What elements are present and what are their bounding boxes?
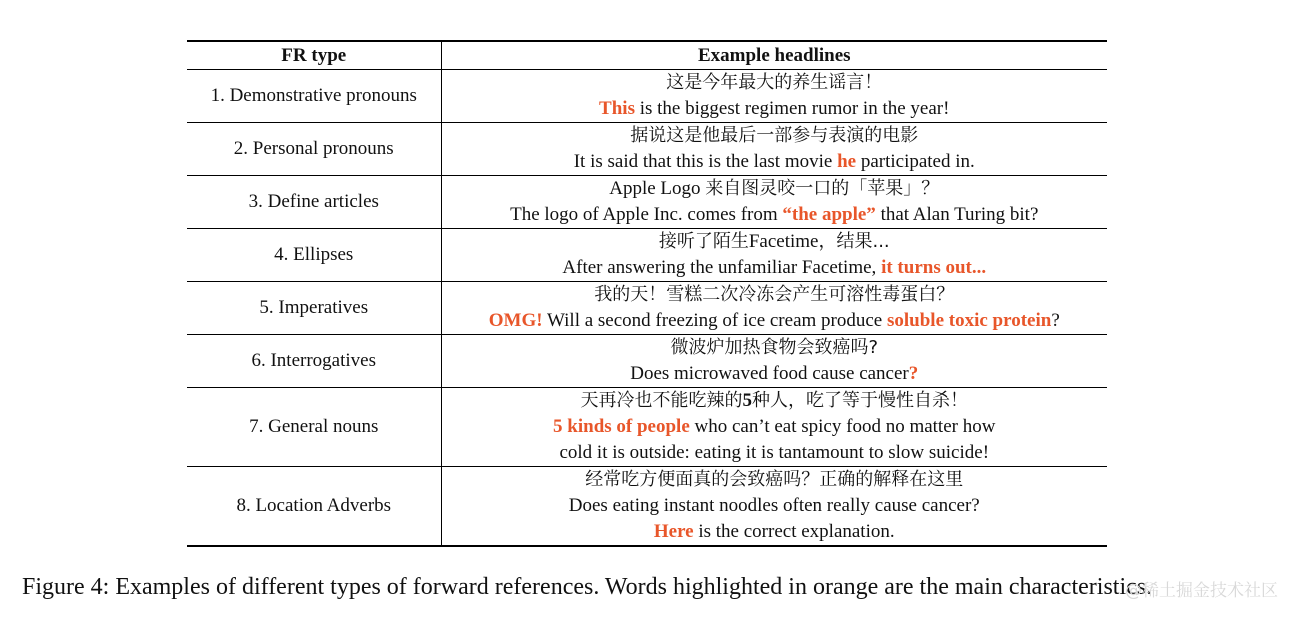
headline-line: [442, 202, 1108, 228]
table-body: [187, 70, 1107, 547]
example-headline-cell: [441, 229, 1107, 282]
headline-line: [442, 414, 1108, 440]
table-row: [187, 282, 1107, 335]
fr-type-cell: 1. Demonstrative pronouns: [187, 70, 441, 123]
headline-text: is the biggest regimen rumor in the year!: [634, 98, 950, 119]
highlighted-text: he: [837, 151, 857, 172]
example-headline-cell: [441, 123, 1107, 176]
headline-line: [442, 361, 1108, 387]
table-row: [187, 229, 1107, 282]
forward-reference-table: [187, 40, 1107, 547]
headline-line: [442, 282, 1108, 308]
headline-text: 接听了陌生: [658, 231, 749, 252]
table-row: [187, 335, 1107, 388]
table-header-row: [187, 41, 1107, 70]
headline-text: 天再冷也不能吃辣的: [580, 390, 743, 411]
headline-line: [442, 440, 1108, 466]
headline-text: participated in.: [856, 151, 975, 172]
headline-text: 这是今年最大的养生谣言！: [666, 72, 883, 93]
headline-text: ，结果...: [818, 231, 890, 252]
headline-line: [442, 335, 1108, 361]
headline-text: 我的天！雪糕二次冷冻会产生可溶性毒蛋白？: [594, 284, 955, 305]
example-headline-cell: [441, 388, 1107, 467]
table-row: [187, 388, 1107, 467]
example-headline-cell: [441, 335, 1107, 388]
headline-line: [442, 149, 1108, 175]
headline-text: Apple Logo: [609, 178, 706, 199]
highlighted-text: OMG!: [488, 310, 543, 331]
highlighted-text: Here: [653, 521, 694, 542]
example-headline-cell: [441, 282, 1107, 335]
fr-type-cell: 3. Define articles: [187, 176, 441, 229]
headline-text: 来自图灵咬一口的「苹果」？: [705, 178, 940, 199]
headline-line: [442, 70, 1108, 96]
headline-line: [442, 96, 1108, 122]
table-row: [187, 70, 1107, 123]
watermark: @稀土掘金技术社区: [1125, 581, 1278, 601]
example-headline-cell: [441, 70, 1107, 123]
headline-line: [442, 388, 1108, 414]
figure-caption: Figure 4: Examples of different types of forward references. Words highlighted in orange are the main characteristics.: [22, 574, 1153, 600]
headline-text: ?: [1051, 310, 1060, 331]
table-row: [187, 467, 1107, 547]
headline-text: 据说这是他最后一部参与表演的电影: [630, 125, 919, 146]
fr-type-cell: 8. Location Adverbs: [187, 467, 441, 547]
headline-text: 种人，吃了等于慢性自杀！: [752, 390, 968, 411]
table-row: [187, 176, 1107, 229]
highlighted-text: 5 kinds of people: [553, 416, 690, 437]
headline-line: [442, 467, 1108, 493]
headline-text: that Alan Turing bit?: [875, 204, 1039, 225]
headline-text: 5: [742, 390, 752, 411]
headline-line: [442, 229, 1108, 255]
fr-type-cell: 4. Ellipses: [187, 229, 441, 282]
headline-text: cold it is outside: eating it is tantamount to slow suicide!: [559, 442, 990, 463]
headline-text: who can’t eat spicy food no matter how: [689, 416, 996, 437]
headline-line: [442, 519, 1108, 545]
headline-text: Facetime: [748, 231, 819, 252]
header-fr-type: FR type: [187, 41, 441, 70]
headline-line: [442, 493, 1108, 519]
headline-text: It is said that this is the last movie: [573, 151, 838, 172]
fr-type-cell: 2. Personal pronouns: [187, 123, 441, 176]
table-row: [187, 123, 1107, 176]
example-headline-cell: [441, 467, 1107, 547]
highlighted-text: it turns out...: [881, 257, 987, 278]
highlighted-text: ?: [908, 363, 919, 384]
highlighted-text: This: [599, 98, 635, 119]
headline-text: Does eating instant noodles often really cause cancer?: [568, 495, 980, 516]
fr-type-cell: 5. Imperatives: [187, 282, 441, 335]
headline-text: The logo of Apple Inc. comes from: [510, 204, 783, 225]
headline-line: [442, 308, 1108, 334]
headline-text: Does microwaved food cause cancer: [630, 363, 909, 384]
example-headline-cell: [441, 176, 1107, 229]
headline-line: [442, 255, 1108, 281]
header-example-headlines: Example headlines: [697, 44, 851, 66]
highlighted-text: soluble toxic protein: [886, 310, 1052, 331]
headline-line: [442, 123, 1108, 149]
highlighted-text: “the apple”: [782, 204, 876, 225]
headline-line: [442, 176, 1108, 202]
headline-text: 微波炉加热食物会致癌吗?: [670, 337, 879, 358]
fr-type-cell: 6. Interrogatives: [187, 335, 441, 388]
headline-text: 经常吃方便面真的会致癌吗？正确的解释在这里: [585, 469, 964, 490]
fr-type-cell: 7. General nouns: [187, 388, 441, 467]
headline-text: After answering the unfamiliar Facetime,: [562, 257, 882, 278]
headline-text: is the correct explanation.: [693, 521, 895, 542]
headline-text: Will a second freezing of ice cream produce: [542, 310, 887, 331]
